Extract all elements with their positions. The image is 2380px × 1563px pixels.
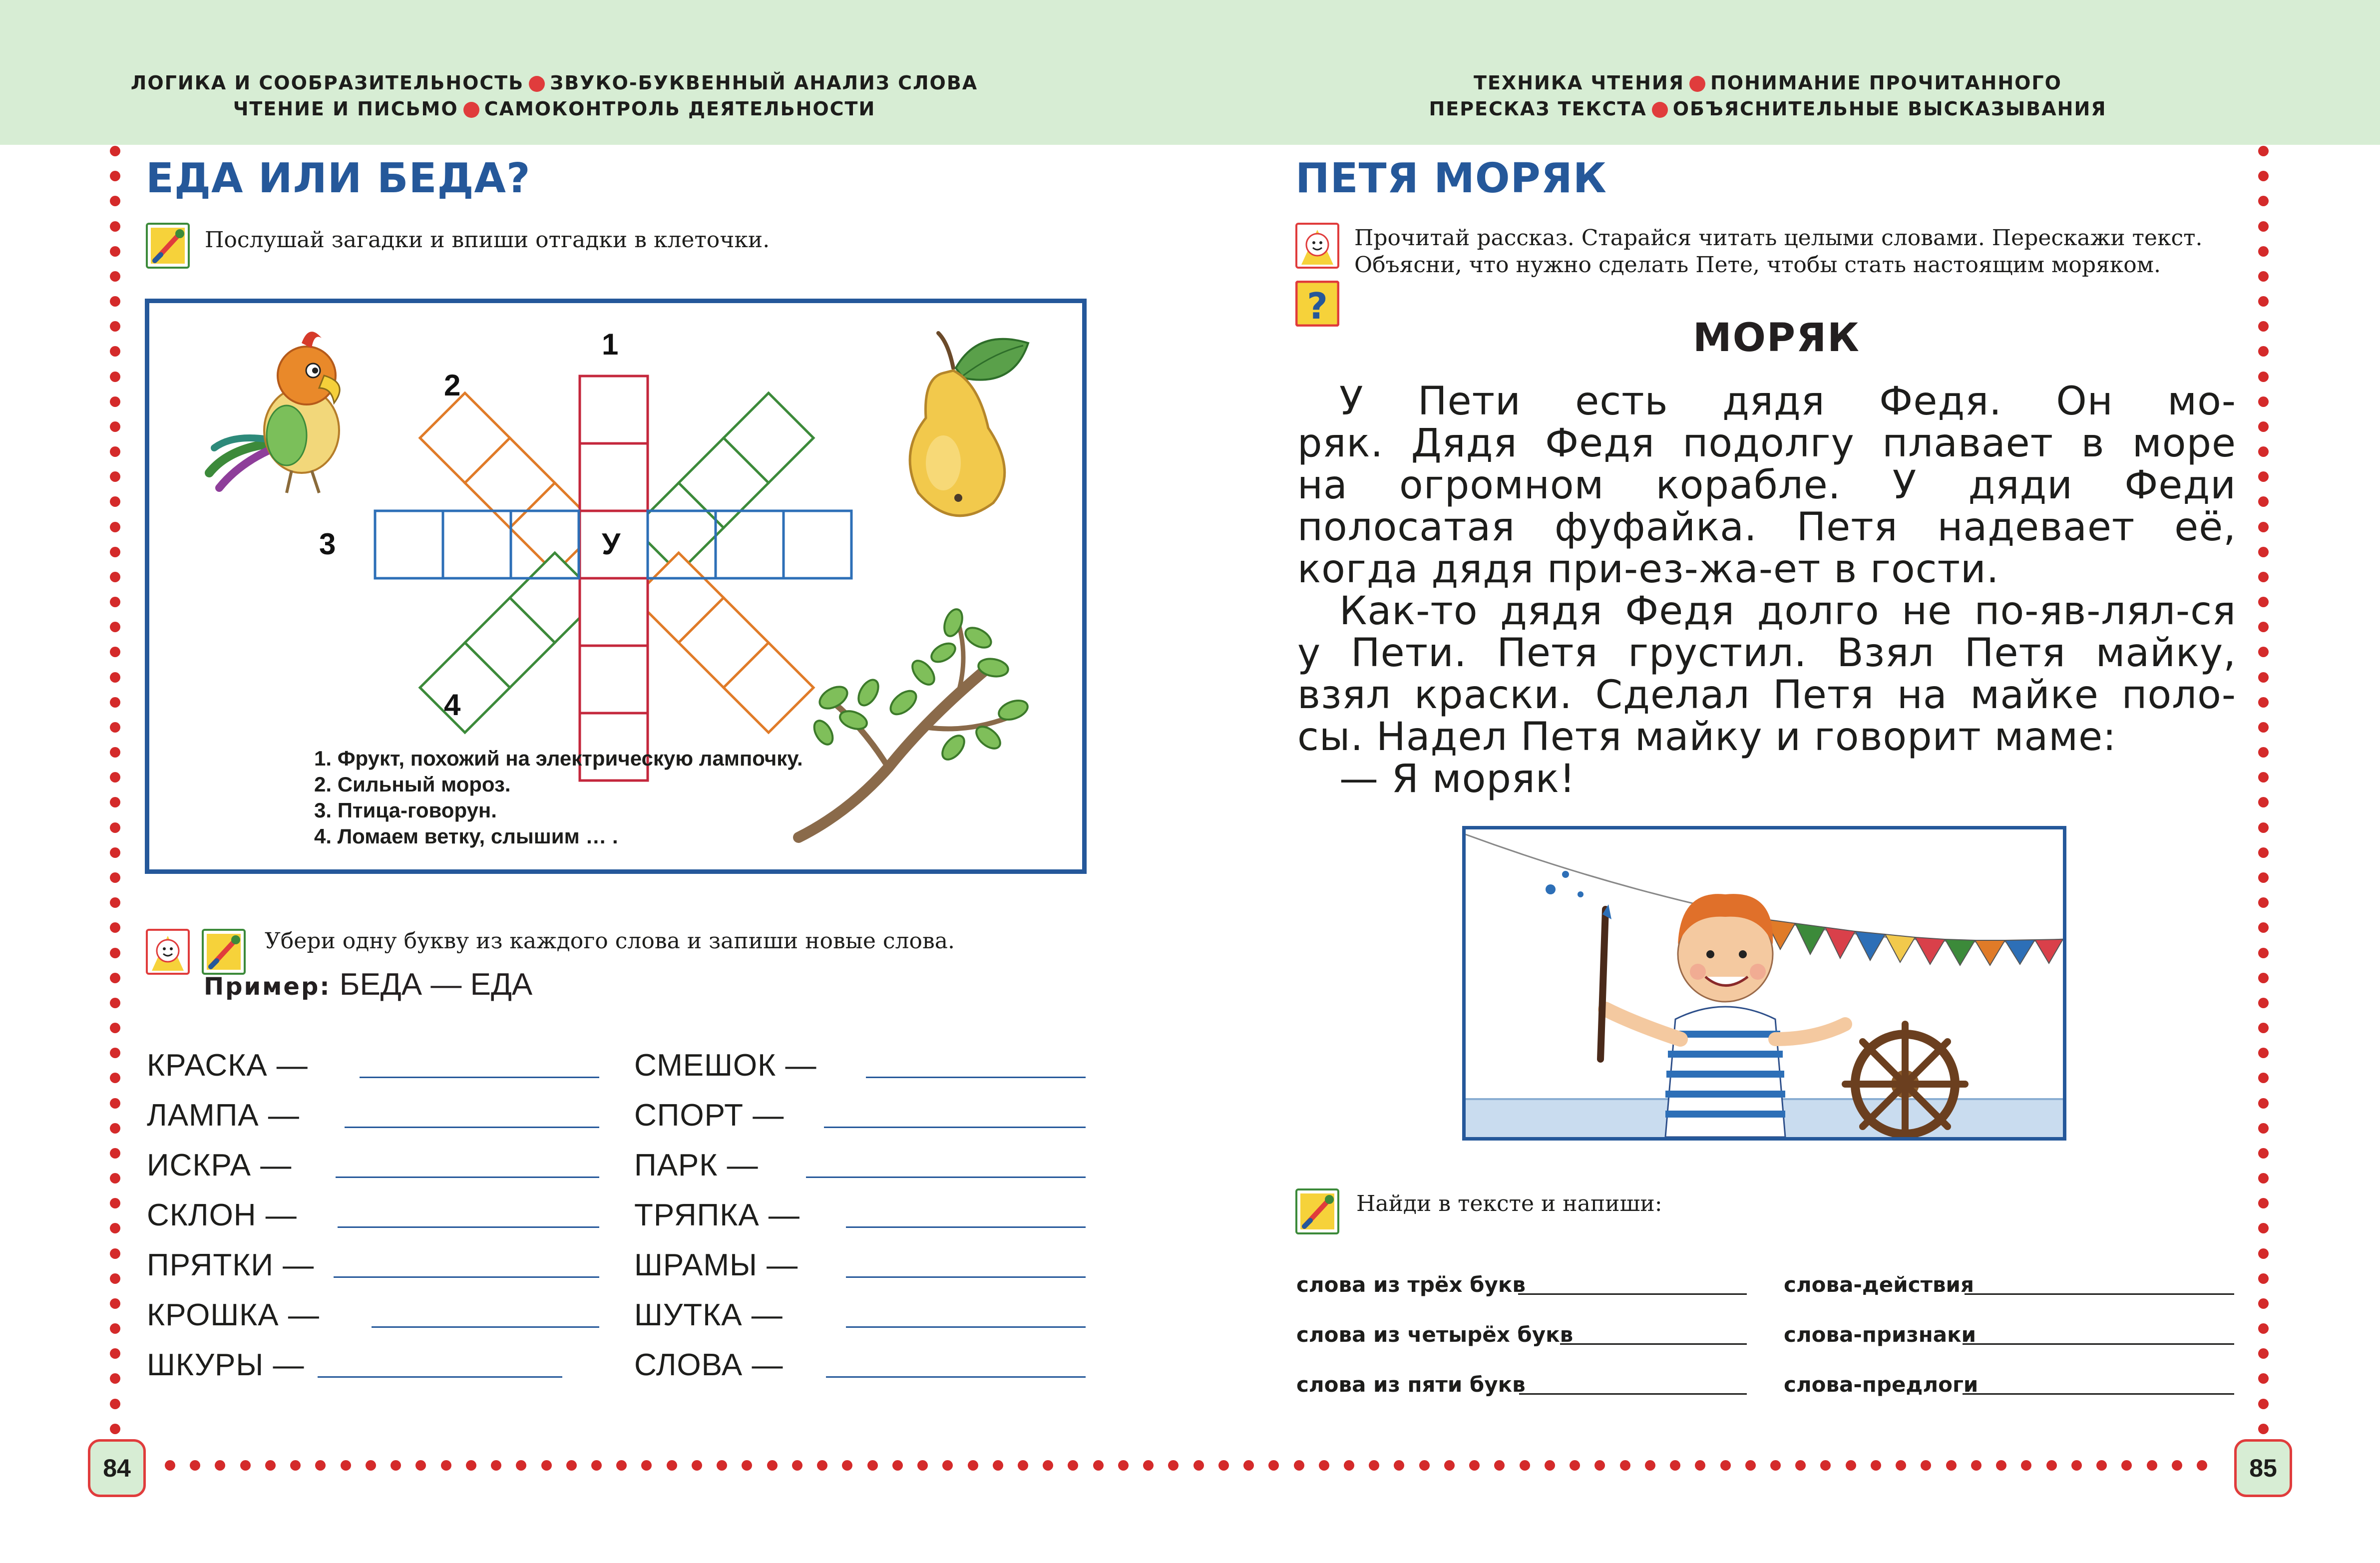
border-dot [240, 1460, 251, 1471]
crossword-puzzle [145, 299, 1087, 874]
bullet-icon [1652, 102, 1668, 118]
border-dot [2258, 1048, 2269, 1058]
border-dot [110, 1223, 120, 1233]
border-dot [1369, 1460, 1379, 1471]
border-dot [641, 1460, 652, 1471]
border-dot [1871, 1460, 1881, 1471]
border-dot [1570, 1460, 1580, 1471]
listen-task-icon [146, 929, 190, 975]
border-dot [391, 1460, 401, 1471]
word-item: ПРЯТКИ — [147, 1248, 315, 1282]
task-instruction-1-line1: Прочитай рассказ. Старайся читать целыми словами. Перескажи текст. [1354, 225, 2203, 251]
border-dot [110, 747, 120, 758]
border-dot [1996, 1460, 2006, 1471]
answer-line[interactable] [338, 1226, 599, 1228]
border-dot [2258, 1223, 2269, 1233]
border-dot [290, 1460, 301, 1471]
border-dot [110, 146, 120, 156]
border-dot [917, 1460, 928, 1471]
border-dot [2258, 346, 2269, 357]
border-dot [1168, 1460, 1179, 1471]
bullet-icon [463, 102, 479, 118]
border-dot [2258, 1198, 2269, 1208]
answer-line[interactable] [360, 1077, 599, 1078]
border-dot [1394, 1460, 1404, 1471]
answer-line[interactable] [846, 1226, 1086, 1228]
border-dot [767, 1460, 778, 1471]
find-item: слова-действия [1784, 1272, 1974, 1297]
border-dot [110, 1248, 120, 1259]
border-dot [1520, 1460, 1530, 1471]
border-dot [110, 597, 120, 607]
story-line: на огромном корабле. У дяди Феди [1297, 463, 2236, 508]
left-dotted-border [110, 146, 120, 1434]
border-dot [110, 1273, 120, 1284]
border-dot [1594, 1460, 1605, 1471]
border-dot [2096, 1460, 2107, 1471]
border-dot [2258, 797, 2269, 807]
border-dot [110, 346, 120, 357]
border-dot [2258, 1348, 2269, 1359]
pear-illustration [878, 323, 1038, 533]
border-dot [165, 1460, 175, 1471]
border-dot [110, 396, 120, 407]
border-dot [110, 772, 120, 782]
bullet-icon [1689, 76, 1705, 92]
border-dot [2258, 372, 2269, 382]
story-title: МОРЯК [1693, 316, 1860, 361]
word-item: СКЛОН — [147, 1198, 297, 1232]
border-dot [1118, 1460, 1129, 1471]
example-text: БЕДА — ЕДА [339, 967, 533, 1002]
page-number-right: 85 [2234, 1439, 2292, 1497]
border-dot [2121, 1460, 2132, 1471]
story-line: у Пети. Петя грустил. Взял Петя майку, [1297, 631, 2236, 676]
border-dot [1545, 1460, 1555, 1471]
border-dot [2258, 321, 2269, 332]
story-line: когда дядя при-ез-жа-ет в гости. [1297, 547, 1999, 592]
border-dot [110, 1023, 120, 1033]
word-item: ШКУРЫ — [147, 1348, 305, 1382]
border-dot [1494, 1460, 1505, 1471]
border-dot [1720, 1460, 1731, 1471]
word-item: КРОШКА — [147, 1298, 320, 1332]
border-dot [110, 922, 120, 933]
border-dot [717, 1460, 727, 1471]
border-dot [110, 572, 120, 582]
task-instruction-2: Найди в тексте и напиши: [1356, 1191, 1662, 1216]
border-dot [1670, 1460, 1680, 1471]
word-item: КРАСКА — [147, 1048, 308, 1083]
story-line: У Пети есть дядя Федя. Он мо- [1339, 379, 2236, 424]
border-dot [110, 271, 120, 282]
border-dot [466, 1460, 476, 1471]
border-dot [667, 1460, 677, 1471]
word-item: ШРАМЫ — [634, 1248, 798, 1282]
border-dot [1294, 1460, 1304, 1471]
border-dot [2021, 1460, 2031, 1471]
border-dot [110, 622, 120, 632]
find-item: слова-предлоги [1784, 1372, 1979, 1397]
bottom-dotted-border [165, 1460, 2207, 1471]
border-dot [110, 897, 120, 908]
border-dot [1093, 1460, 1104, 1471]
story-line: Как-то дядя Федя долго не по-яв-лял-ся [1339, 589, 2236, 634]
border-dot [1795, 1460, 1806, 1471]
border-dot [1469, 1460, 1480, 1471]
border-dot [110, 1123, 120, 1134]
border-dot [2258, 146, 2269, 156]
border-dot [1820, 1460, 1831, 1471]
border-dot [2197, 1460, 2207, 1471]
border-dot [190, 1460, 200, 1471]
border-dot [2258, 1023, 2269, 1033]
border-dot [265, 1460, 276, 1471]
border-dot [110, 1399, 120, 1409]
border-dot [842, 1460, 852, 1471]
bullet-icon [529, 76, 545, 92]
border-dot [110, 446, 120, 457]
border-dot [1143, 1460, 1154, 1471]
border-dot [2258, 948, 2269, 958]
border-dot [2258, 697, 2269, 708]
border-dot [1018, 1460, 1028, 1471]
border-dot [2258, 647, 2269, 657]
find-item: слова из пяти букв [1296, 1372, 1526, 1397]
example-label: Пример: [204, 973, 331, 1001]
page-title-right: ПЕТЯ МОРЯК [1295, 155, 1607, 202]
border-dot [1770, 1460, 1781, 1471]
border-dot [2258, 1323, 2269, 1334]
border-dot [2258, 872, 2269, 883]
border-dot [692, 1460, 702, 1471]
answer-line[interactable] [1963, 1393, 2234, 1395]
border-dot [1218, 1460, 1229, 1471]
border-dot [1243, 1460, 1254, 1471]
branch-illustration [779, 603, 1058, 852]
border-dot [817, 1460, 827, 1471]
border-dot [2258, 1098, 2269, 1109]
border-dot [516, 1460, 526, 1471]
answer-line[interactable] [1519, 1393, 1747, 1395]
crossword-number-4: 4 [444, 688, 461, 722]
border-dot [110, 948, 120, 958]
border-dot [1043, 1460, 1053, 1471]
border-dot [566, 1460, 577, 1471]
word-item: ИСКРА — [147, 1148, 292, 1182]
border-dot [1695, 1460, 1705, 1471]
task-instruction-1-line2: Объясни, что нужно сделать Пете, чтобы стать настоящим моряком. [1354, 252, 2161, 278]
example [204, 967, 532, 1002]
border-dot [1620, 1460, 1630, 1471]
border-dot [616, 1460, 627, 1471]
border-dot [2172, 1460, 2182, 1471]
border-dot [1344, 1460, 1354, 1471]
border-dot [110, 421, 120, 432]
answer-line[interactable] [846, 1326, 1086, 1328]
border-dot [110, 1198, 120, 1208]
border-dot [110, 547, 120, 557]
answer-line[interactable] [1963, 1343, 2234, 1345]
border-dot [1896, 1460, 1906, 1471]
right-dotted-border [2258, 146, 2269, 1434]
border-dot [110, 697, 120, 708]
border-dot [110, 1348, 120, 1359]
border-dot [2258, 1248, 2269, 1259]
pencil-task-icon [146, 223, 190, 269]
border-dot [792, 1460, 802, 1471]
border-dot [110, 1373, 120, 1384]
answer-line[interactable] [318, 1376, 562, 1378]
border-dot [110, 1173, 120, 1183]
border-dot [1268, 1460, 1279, 1471]
border-dot [2258, 221, 2269, 232]
border-dot [110, 372, 120, 382]
answer-line[interactable] [826, 1376, 1086, 1378]
story-line: ряк. Дядя Федя подолгу плавает в море [1297, 421, 2236, 466]
border-dot [2258, 622, 2269, 632]
story-line: взял краски. Сделал Петя на майке поло- [1297, 673, 2236, 718]
border-dot [2258, 1298, 2269, 1309]
border-dot [110, 998, 120, 1008]
answer-line[interactable] [806, 1176, 1086, 1178]
border-dot [2258, 847, 2269, 858]
answer-line[interactable] [345, 1127, 599, 1128]
border-dot [2258, 1424, 2269, 1434]
border-dot [2258, 597, 2269, 607]
border-dot [110, 722, 120, 733]
border-dot [110, 296, 120, 307]
border-dot [110, 647, 120, 657]
border-dot [892, 1460, 903, 1471]
border-dot [110, 872, 120, 883]
page-title-left: ЕДА ИЛИ БЕДА? [146, 155, 531, 202]
border-dot [2258, 822, 2269, 833]
border-dot [2258, 1148, 2269, 1159]
answer-line[interactable] [824, 1127, 1086, 1128]
border-dot [315, 1460, 326, 1471]
pencil-task-icon [1295, 1188, 1339, 1234]
border-dot [2258, 1399, 2269, 1409]
listen-task-icon [1295, 223, 1339, 269]
word-item: СЛОВА — [634, 1348, 784, 1382]
border-dot [110, 1098, 120, 1109]
border-dot [993, 1460, 1003, 1471]
answer-line[interactable] [372, 1326, 599, 1328]
border-dot [2258, 998, 2269, 1008]
border-dot [2258, 522, 2269, 532]
boy-illustration [1462, 826, 2066, 1141]
word-item: ТРЯПКА — [634, 1198, 800, 1232]
border-dot [110, 973, 120, 983]
border-dot [2258, 171, 2269, 181]
answer-line[interactable] [336, 1176, 599, 1178]
border-dot [2258, 1073, 2269, 1083]
border-dot [2258, 922, 2269, 933]
border-dot [2046, 1460, 2057, 1471]
answer-line[interactable] [334, 1276, 599, 1278]
crossword-clue: 1. Фрукт, похожий на электрическую лампочку. [314, 747, 803, 770]
border-dot [110, 221, 120, 232]
border-dot [1971, 1460, 1982, 1471]
border-dot [867, 1460, 878, 1471]
left-topics: ЛОГИКА И СООБРАЗИТЕЛЬНОСТЬ ЗВУКО-БУКВЕННЫЙ АНАЛИЗ СЛОВА ЧТЕНИЕ И ПИСЬМО САМОКОНТРОЛЬ ДЕЯТЕЛЬНОСТИ [130, 72, 978, 120]
border-dot [2071, 1460, 2082, 1471]
word-item: ЛАМПА — [147, 1098, 300, 1133]
border-dot [1946, 1460, 1957, 1471]
border-dot [110, 847, 120, 858]
border-dot [2258, 496, 2269, 507]
parrot-illustration [199, 323, 364, 503]
word-item: СПОРТ — [634, 1098, 785, 1133]
border-dot [742, 1460, 752, 1471]
border-dot [942, 1460, 953, 1471]
border-dot [110, 797, 120, 807]
page-number-left: 84 [88, 1439, 146, 1497]
border-dot [110, 1048, 120, 1058]
border-dot [110, 196, 120, 206]
answer-line[interactable] [866, 1077, 1086, 1078]
border-dot [2258, 196, 2269, 206]
find-item: слова из четырёх букв [1296, 1322, 1574, 1347]
border-dot [1319, 1460, 1329, 1471]
border-dot [2258, 547, 2269, 557]
question-task-icon [1295, 281, 1339, 327]
border-dot [110, 471, 120, 482]
border-dot [110, 171, 120, 181]
border-dot [110, 1073, 120, 1083]
crossword-clue: 3. Птица-говорун. [314, 798, 497, 822]
border-dot [110, 1148, 120, 1159]
crossword-number-1: 1 [602, 328, 619, 361]
border-dot [1645, 1460, 1655, 1471]
border-dot [968, 1460, 978, 1471]
border-dot [2258, 396, 2269, 407]
border-dot [541, 1460, 552, 1471]
border-dot [110, 1424, 120, 1434]
border-dot [110, 672, 120, 683]
border-dot [2258, 296, 2269, 307]
border-dot [110, 522, 120, 532]
crossword-clue: 2. Сильный мороз. [314, 773, 511, 796]
border-dot [2258, 897, 2269, 908]
border-dot [110, 1298, 120, 1309]
right-topics: ТЕХНИКА ЧТЕНИЯ ПОНИМАНИЕ ПРОЧИТАННОГО ПЕРЕСКАЗ ТЕКСТА ОБЪЯСНИТЕЛЬНЫЕ ВЫСКАЗЫВАНИЯ [1429, 72, 2107, 120]
border-dot [2258, 271, 2269, 282]
border-dot [2258, 572, 2269, 582]
border-dot [2258, 1123, 2269, 1134]
border-dot [366, 1460, 376, 1471]
border-dot [110, 246, 120, 257]
border-dot [2258, 973, 2269, 983]
find-item: слова-признаки [1784, 1322, 1977, 1347]
story-line: — Я моряк! [1339, 757, 1576, 801]
border-dot [2258, 246, 2269, 257]
border-dot [2258, 1173, 2269, 1183]
border-dot [2258, 471, 2269, 482]
border-dot [110, 321, 120, 332]
border-dot [2258, 1373, 2269, 1384]
task-instruction-2: Убери одну букву из каждого слова и запиши новые слова. [265, 928, 955, 954]
border-dot [110, 1323, 120, 1334]
border-dot [2258, 1273, 2269, 1284]
answer-line[interactable] [846, 1276, 1086, 1278]
crossword-number-3: 3 [319, 527, 336, 561]
crossword-given-letter: У [602, 527, 621, 561]
find-item: слова из трёх букв [1296, 1272, 1526, 1297]
border-dot [1068, 1460, 1078, 1471]
border-dot [110, 496, 120, 507]
answer-line[interactable] [1560, 1343, 1747, 1345]
answer-line[interactable] [1518, 1293, 1747, 1295]
crossword-clue: 4. Ломаем ветку, слышим … . [314, 824, 618, 848]
story-line: полосатая фуфайка. Петя надевает её, [1297, 505, 2236, 550]
border-dot [2258, 722, 2269, 733]
border-dot [491, 1460, 501, 1471]
border-dot [1444, 1460, 1455, 1471]
border-dot [2258, 446, 2269, 457]
border-dot [1419, 1460, 1430, 1471]
border-dot [110, 822, 120, 833]
border-dot [1921, 1460, 1931, 1471]
border-dot [2258, 747, 2269, 758]
word-item: ШУТКА — [634, 1298, 783, 1332]
border-dot [215, 1460, 225, 1471]
border-dot [441, 1460, 451, 1471]
word-item: ПАРК — [634, 1148, 759, 1182]
story-line: сы. Надел Петя майку и говорит маме: [1297, 715, 2117, 760]
border-dot [1846, 1460, 1856, 1471]
border-dot [2258, 672, 2269, 683]
border-dot [341, 1460, 351, 1471]
svg-text:?: ? [1307, 285, 1328, 327]
border-dot [1193, 1460, 1204, 1471]
border-dot [591, 1460, 602, 1471]
border-dot [1745, 1460, 1756, 1471]
border-dot [2258, 772, 2269, 782]
answer-line[interactable] [1965, 1293, 2234, 1295]
border-dot [2147, 1460, 2157, 1471]
border-dot [2258, 421, 2269, 432]
crossword-number-2: 2 [444, 369, 461, 402]
word-item: СМЕШОК — [634, 1048, 817, 1083]
task-instruction-1: Послушай загадки и впиши отгадки в клеточки. [205, 227, 770, 253]
border-dot [415, 1460, 426, 1471]
